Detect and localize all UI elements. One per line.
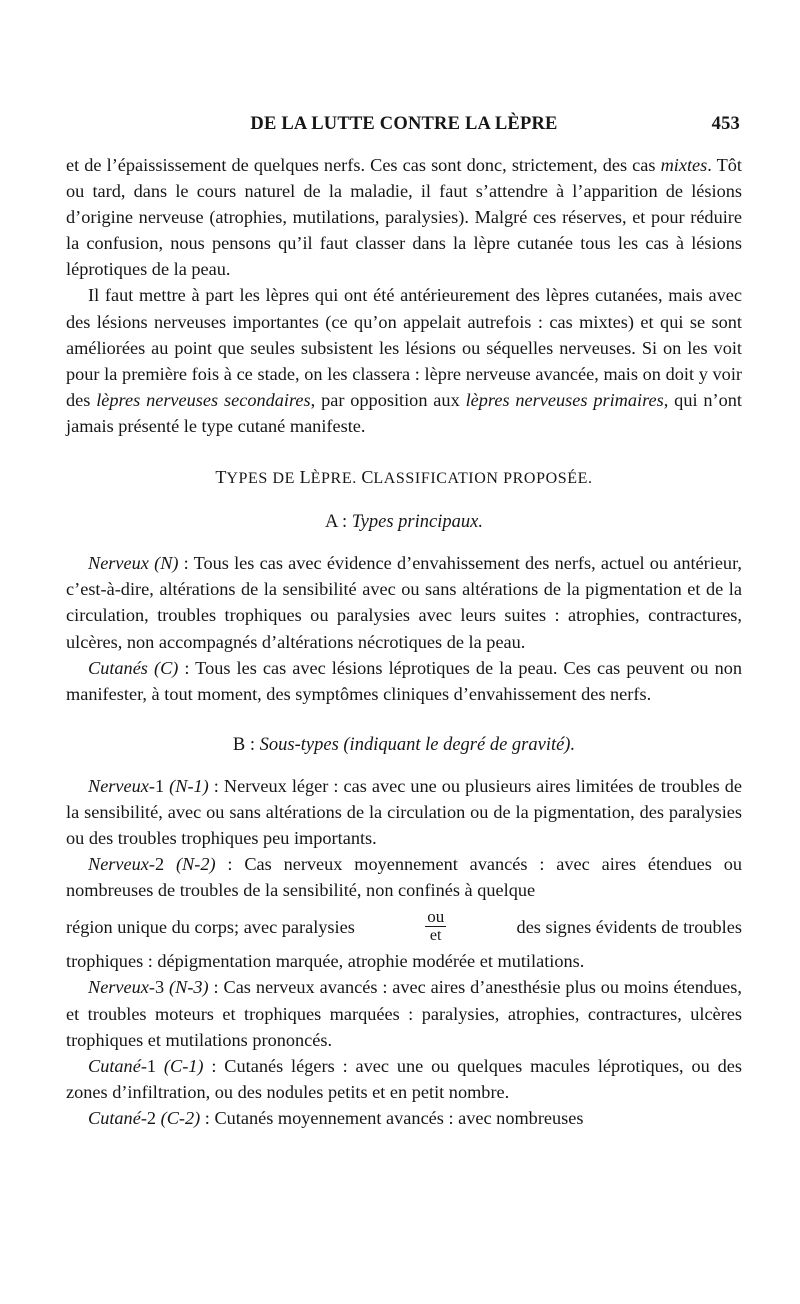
subheading-b: B : Sous-types (indiquant le degré de gravité).: [232, 734, 576, 755]
subtype-n3: Nerveux-3 (N-3) : Cas nerveux avancés : avec aires d’anesthésie plus ou moins étendues, et troubles moteurs et trophiques marquées : paralysies, atrophies, contractures, ulcères trophiques et mutilations prononcés.: [66, 977, 742, 1050]
subtype-c2: Cutané-2 (C-2) : Cutanés moyennement avancés : avec nombreuses: [88, 1107, 584, 1128]
subtype-n2-fraction-line: région unique du corps; avec paralysies $\frac{ou}{et}$ des signes évidents de troubles: [66, 907, 742, 945]
definition-nerveux: Nerveux (N) : Tous les cas avec évidence d’envahissement des nerfs, actuel ou antérieur, c’est-à-dire, altérations de la sensibilité avec ou sans altérations de la pigmentation et de la circulation, troubles trophiques ou paralysies avec leurs suites : atrophies, contractures, ulcères, non accompagnés d’altérations nécrotiques de la peau.: [66, 553, 742, 652]
emphasis-secondary: lèpres nerveuses secondaires: [96, 389, 311, 410]
or-and-fraction: $\frac{ou}{et}$: [427, 907, 445, 945]
subtype-n2-end: trophiques : dépigmentation marquée, atrophie modérée et mutilations.: [66, 951, 585, 972]
emphasis-mixtes: mixtes: [660, 155, 708, 175]
section-heading: TYPES DE LÈPRE. CLASSIFICATION PROPOSÉE.: [215, 467, 593, 488]
page-number: 453: [711, 114, 740, 134]
subheading-a: A : Types principaux.: [325, 512, 483, 533]
paragraph-secondary-leprosy: Il faut mettre à part les lèpres qui ont été antérieurement des lèpres cutanées, mais avec des lésions nerveuses importantes (ce qu’on appelait autrefois : cas mixtes) et qui se sont améliorées au point que seules subsistent les lésions ou séquelles nerveuses. Si on les voit pour la première fois à ce stade, on les classera : lèpre nerveuse avancée, mais on doit y voir des lèpres nerveuses secondaires, par opposition aux lèpres nerveuses primaires, qui n’ont jamais présenté le type cutané manifeste.: [66, 285, 742, 436]
running-header: [68, 114, 740, 140]
definition-cutanes: Cutanés (C) : Tous les cas avec lésions léprotiques de la peau. Ces cas peuvent ou non manifester, à tout moment, des symptômes cliniques d’envahissement des nerfs.: [66, 657, 742, 704]
subtype-c1: Cutané-1 (C-1) : Cutanés légers : avec une ou quelques macules léprotiques, ou des zones d’infiltration, ou des nodules petits et en petit nombre.: [66, 1055, 742, 1102]
subtype-n1: Nerveux-1 (N-1) : Nerveux léger : cas avec une ou plusieurs aires limitées de troubles de la sensibilité, avec ou sans altérations de la circulation ou de la pigmentation, des paralysies ou des troubles trophiques peu importants.: [66, 775, 742, 849]
paragraph-continuation: et de l’épaississement de quelques nerfs. Ces cas sont donc, strictement, des cas mixtes. Tôt ou tard, dans le cours naturel de la maladie, il faut s’attendre à l’apparition de lésions d’origine nerveuse (atrophies, mutilations, paralysies). Malgré ces réserves, et pour réduire la confusion, nous pensons qu’il faut classer dans la lèpre cutanée tous les cas à lésions léprotiques de la peau.: [66, 155, 742, 280]
running-title: DE LA LUTTE CONTRE LA LÈPRE: [250, 114, 558, 134]
emphasis-primary: lèpres nerveuses primaires: [465, 389, 664, 410]
subtype-n2: Nerveux-2 (N-2) : Cas nerveux moyennement avancés : avec aires étendues ou nombreuses de troubles de la sensibilité, non confinés à quelque: [66, 854, 742, 901]
page-body: [66, 152, 742, 1131]
